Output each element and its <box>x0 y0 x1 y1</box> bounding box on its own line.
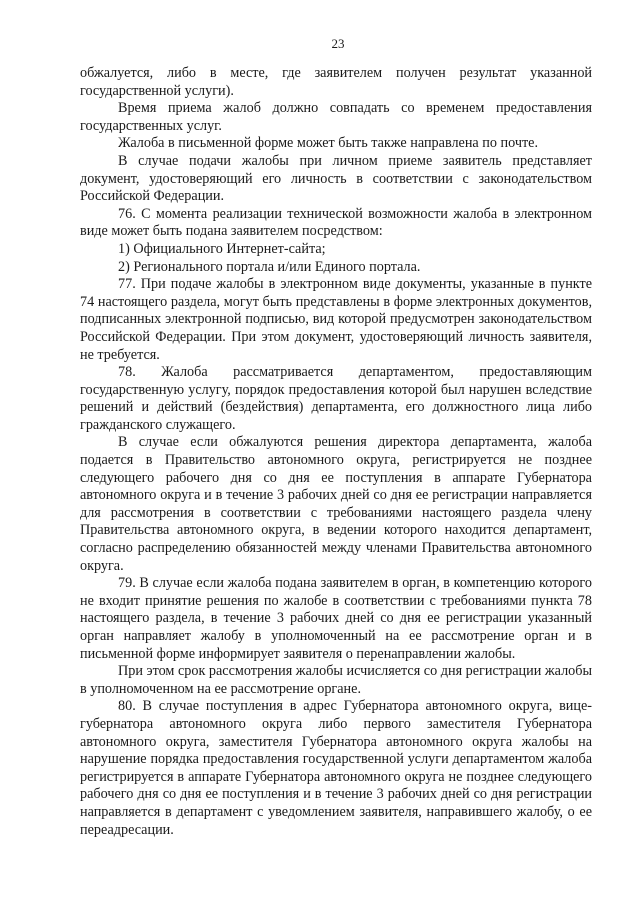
paragraph: При этом срок рассмотрения жалобы исчисляется со дня регистрации жалобы в уполномоченном на ее рассмотрение органе. <box>80 663 592 697</box>
list-item: 1) Официального Интернет-сайта; <box>118 240 326 257</box>
paragraph: В случае если обжалуются решения директора департамента, жалоба подается в Правительство автономного округа, регистрируется не позднее следующего рабочего дня со дня ее поступления в аппарате Губернатора автономного округа и в течение 3 рабочих дней со дня ее регистрации направляется для рассмотрения в соответствии с требованиями настоящего раздела члену Правительства автономного округа, в ведении которого находится департамент, согласно распределению обязанностей между членами Правительства автономного округа. <box>80 434 592 574</box>
paragraph: В случае подачи жалобы при личном приеме заявитель представляет документ, удостоверяющий его личность в соответствии с законодательством Российской Федерации. <box>80 152 592 205</box>
page-number: 23 <box>331 36 345 51</box>
paragraph: 76. С момента реализации технической возможности жалоба в электронном виде может быть подана заявителем посредством: <box>80 205 592 240</box>
paragraph: 80. В случае поступления в адрес Губернатора автономного округа, вице-губернатора автономного округа либо первого заместителя Губернатора автономного округа, заместителя Губернатора автономного округа жалобы на нарушение порядка предоставления государственной услуги департаментом жалоба регистрируется в аппарате Губернатора автономного округа не позднее следующего рабочего дня со дня ее поступления и в течение 3 рабочих дней со дня регистрации направляется в департамент с уведомлением заявителя, направившего жалобу, о ее переадресации. <box>80 698 592 838</box>
document-body <box>80 65 592 839</box>
paragraph: 79. В случае если жалоба подана заявителем в орган, в компетенцию которого не входит принятие решения по жалобе в соответствии с требованиями пункта 78 настоящего раздела, в течение 3 рабочих дней со дня ее регистрации указанный орган направляет жалобу в уполномоченный на ее рассмотрение орган и в письменной форме информирует заявителя о перенаправлении жалобы. <box>80 575 592 662</box>
paragraph: Жалоба в письменной форме может быть также направлена по почте. <box>118 135 539 152</box>
paragraph: 77. При подаче жалобы в электронном виде документы, указанные в пункте 74 настоящего раздела, могут быть представлены в форме электронных документов, подписанных электронной подписью, вид которой предусмотрен законодательством Российской Федерации. При этом документ, удостоверяющий личность заявителя, не требуется. <box>80 276 592 363</box>
paragraph: обжалуется, либо в месте, где заявителем получен результат указанной государственной услуги). <box>80 65 592 99</box>
paragraph: Время приема жалоб должно совпадать со временем предоставления государственных услуг. <box>80 100 592 134</box>
paragraph: 78. Жалоба рассматривается департаментом, предоставляющим государственную услугу, порядок предоставления которой был нарушен вследствие решений и действий (бездействия) департамента, его должностного лица либо гражданского служащего. <box>80 364 592 433</box>
list-item: 2) Регионального портала и/или Единого портала. <box>118 258 421 275</box>
